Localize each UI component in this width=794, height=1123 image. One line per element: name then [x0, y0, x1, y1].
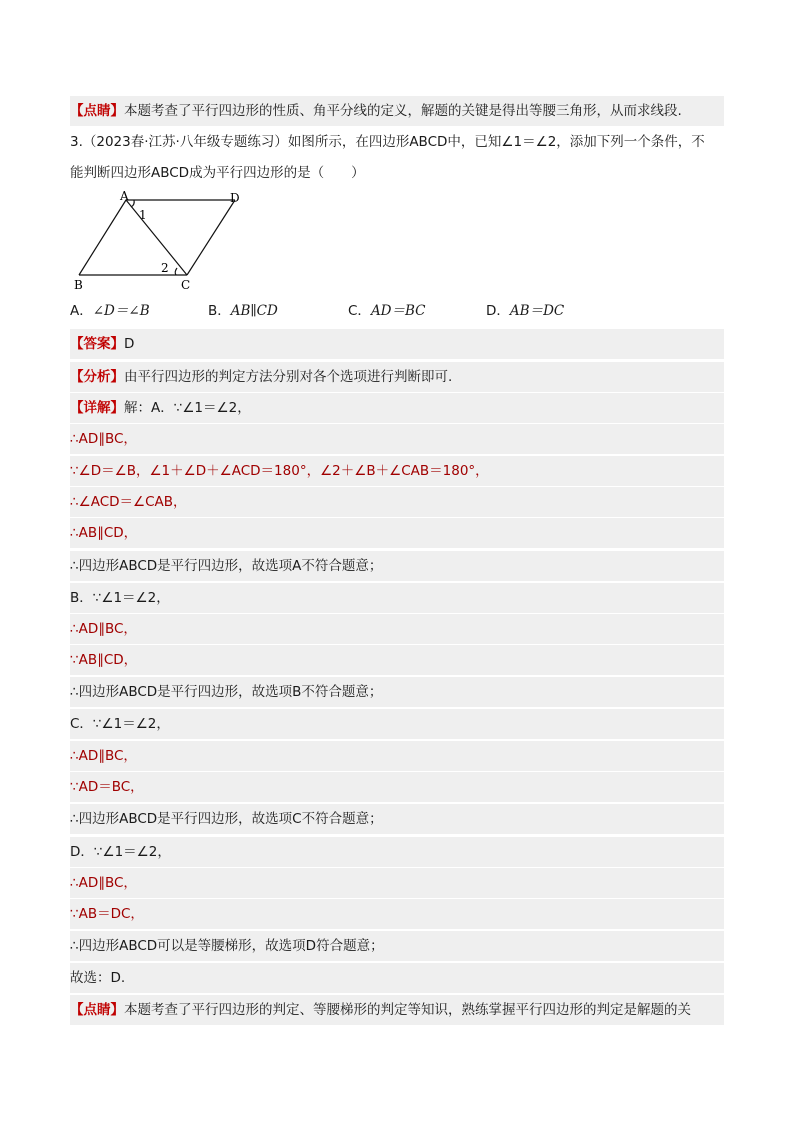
diagonal-ac — [126, 200, 187, 275]
label-b: B — [74, 278, 83, 292]
label-c: C — [181, 278, 191, 292]
key-point-text: 本题考查了平行四边形的判定、等腰梯形的判定等知识，熟练掌握平行四边形的判定是解题的关 — [124, 1002, 691, 1018]
prev-key-point — [70, 96, 724, 126]
detail-line: ∴四边形ABCD是平行四边形，故选项A不符合题意； — [70, 551, 724, 581]
detail-line: ∵AB＝DC， — [70, 899, 724, 929]
option-b — [208, 298, 278, 324]
answer-tag: 【答案】 — [70, 336, 124, 352]
side-cd — [187, 200, 235, 275]
key-point-tag: 【点睛】 — [70, 1002, 124, 1018]
analysis-row — [70, 362, 724, 392]
detail-line: ∵∠D＝∠B，∠1＋∠D＋∠ACD＝180°，∠2＋∠B＋∠CAB＝180°， — [70, 456, 724, 486]
parallelogram-figure — [70, 190, 270, 296]
answer-row — [70, 329, 724, 359]
detail-line: ∴∠ACD＝∠CAB， — [70, 487, 724, 517]
key-point — [70, 995, 724, 1025]
side-ab — [79, 200, 126, 275]
label-a: A — [120, 190, 129, 203]
option-d-key: D． — [486, 303, 510, 319]
detail-tag: 【详解】 — [70, 400, 124, 416]
prev-key-point-tag: 【点睛】 — [70, 103, 124, 119]
answer-text: D — [124, 336, 135, 352]
option-a — [70, 298, 150, 324]
option-d — [486, 298, 564, 324]
detail-line: ∴AB∥CD， — [70, 518, 724, 548]
detail-line: B．∵∠1＝∠2， — [70, 583, 724, 613]
option-b-text: AB∥CD — [230, 303, 278, 319]
question-line-1: 3.（2023春·江苏·八年级专题练习）如图所示，在四边形ABCD中，已知∠1＝∠2，添加下列一个条件，不 — [70, 134, 705, 150]
detail-line: D．∵∠1＝∠2， — [70, 837, 724, 867]
detail-line: ∴AD∥BC， — [70, 424, 724, 454]
option-c-key: C． — [348, 303, 371, 319]
option-c — [348, 298, 426, 324]
detail-line: ∴AD∥BC， — [70, 614, 724, 644]
angle-2-label: 2 — [161, 261, 169, 275]
detail-line: ∴四边形ABCD可以是等腰梯形，故选项D符合题意； — [70, 931, 724, 961]
detail-line — [70, 393, 724, 423]
detail-line: ∴四边形ABCD是平行四边形，故选项C不符合题意； — [70, 804, 724, 834]
angle-1-label: 1 — [139, 208, 147, 222]
option-b-key: B． — [208, 303, 231, 319]
detail-line: 故选：D. — [70, 963, 724, 993]
detail-line-text: 解：A．∵∠1＝∠2， — [124, 400, 251, 416]
detail-line: ∵AD＝BC， — [70, 772, 724, 802]
option-d-text: AB＝DC — [509, 303, 565, 319]
question-line-2: 能判断四边形ABCD成为平行四边形的是（ ） — [70, 165, 365, 181]
detail-line: ∴AD∥BC， — [70, 741, 724, 771]
detail-line: ∴AD∥BC， — [70, 868, 724, 898]
analysis-text: 由平行四边形的判定方法分别对各个选项进行判断即可. — [124, 369, 453, 385]
angle-2-arc — [175, 268, 177, 275]
prev-key-point-text: 本题考查了平行四边形的性质、角平分线的定义，解题的关键是得出等腰三角形，从而求线段. — [124, 103, 682, 119]
option-a-text: ∠D＝∠B — [92, 303, 150, 319]
analysis-tag: 【分析】 — [70, 369, 124, 385]
detail-line: ∵AB∥CD， — [70, 645, 724, 675]
detail-line: C．∵∠1＝∠2， — [70, 709, 724, 739]
option-a-key: A． — [70, 303, 93, 319]
detail-line: ∴四边形ABCD是平行四边形，故选项B不符合题意； — [70, 677, 724, 707]
option-c-text: AD＝BC — [370, 303, 426, 319]
label-d: D — [230, 191, 240, 205]
